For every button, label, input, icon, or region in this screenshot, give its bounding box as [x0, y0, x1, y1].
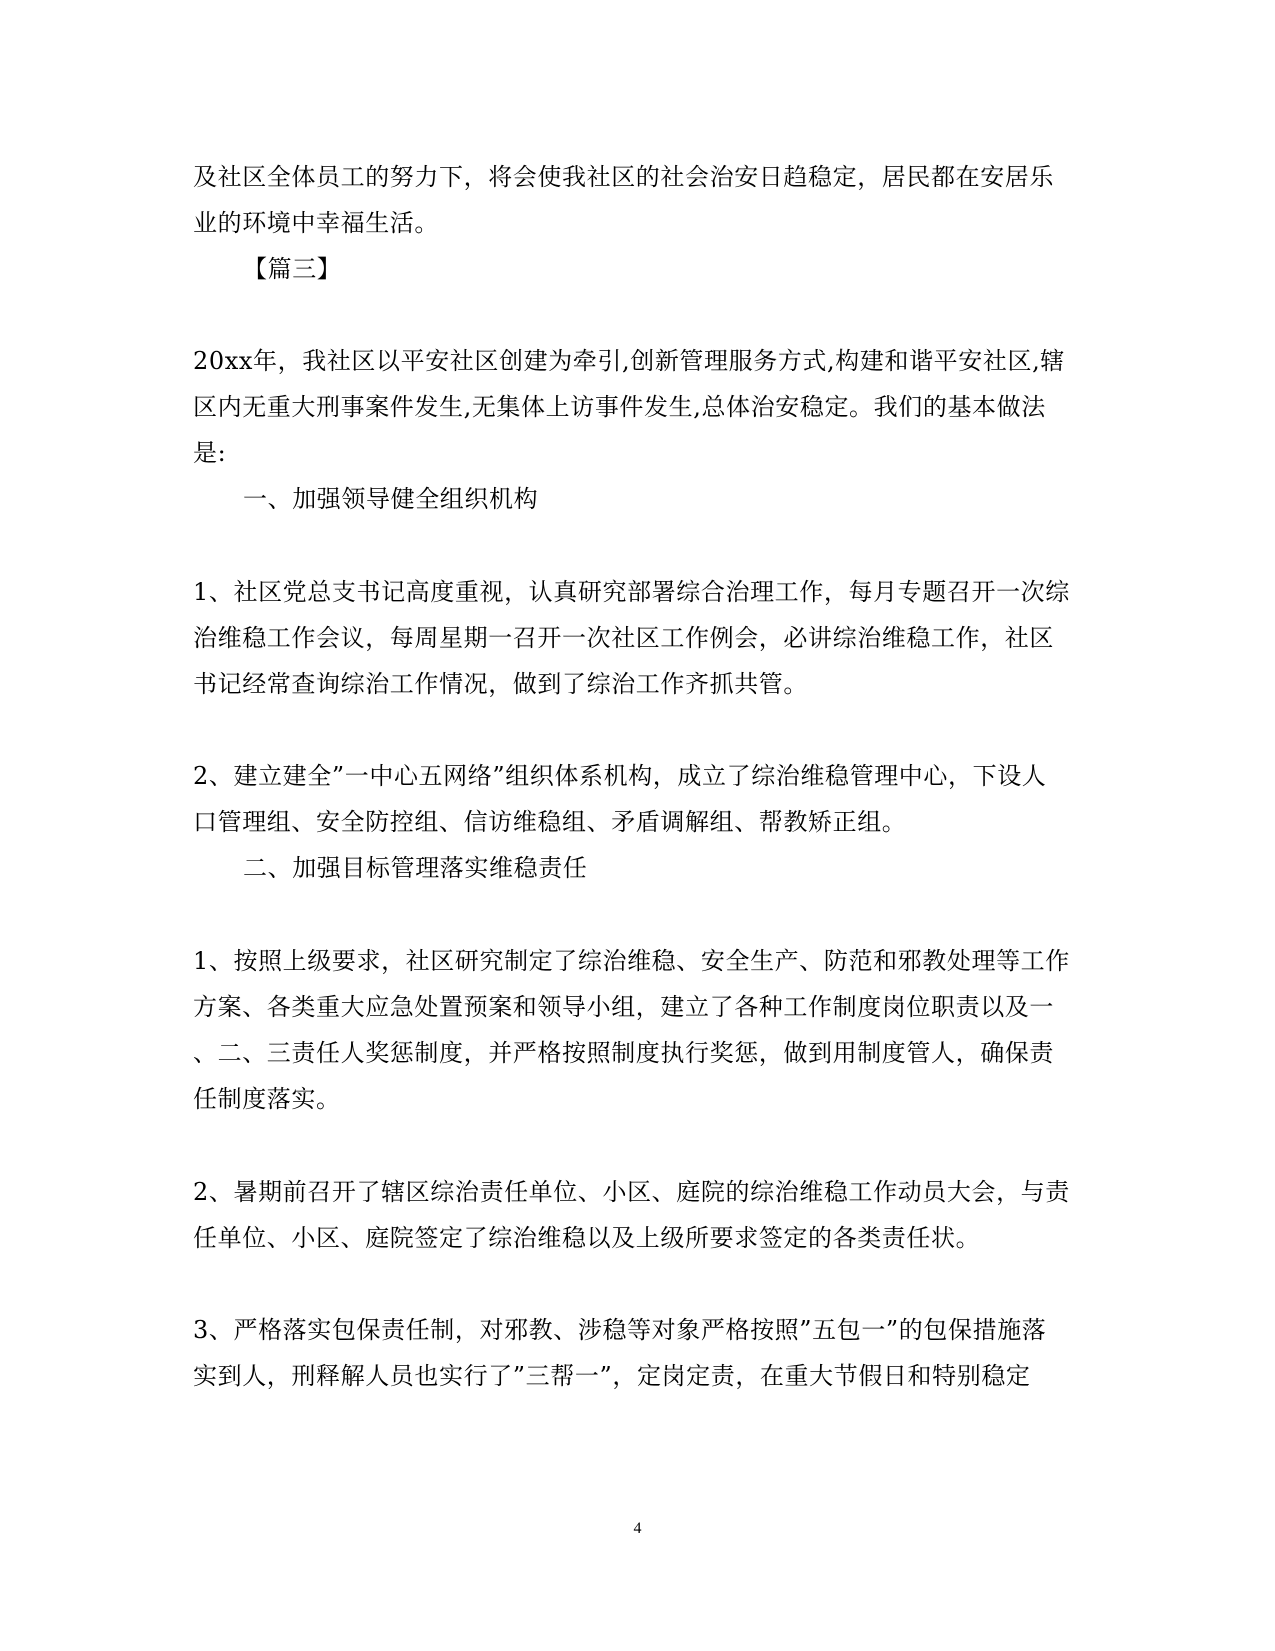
text-line: 治维稳工作会议，每周星期一召开一次社区工作例会，必讲综治维稳工作，社区 — [193, 624, 1054, 652]
subheading: 一、加强领导健全组织机构 — [243, 485, 539, 513]
text-line: 实到人，刑释解人员也实行了”三帮一”，定岗定责，在重大节假日和特别稳定 — [193, 1362, 1031, 1390]
text-line: 任制度落实。 — [193, 1085, 341, 1113]
text-line: 口管理组、安全防控组、信访维稳组、矛盾调解组、帮教矫正组。 — [193, 808, 907, 836]
text-line: 是: — [193, 439, 227, 467]
section-heading: 【篇三】 — [243, 255, 342, 283]
text-line: 方案、各类重大应急处置预案和领导小组，建立了各种工作制度岗位职责以及一 — [193, 993, 1054, 1021]
text-line: 20xx年，我社区以平安社区创建为牵引,创新管理服务方式,构建和谐平安社区,辖 — [193, 347, 1065, 375]
text-line: 1、按照上级要求，社区研究制定了综治维稳、安全生产、防范和邪教处理等工作 — [193, 947, 1070, 975]
subheading: 二、加强目标管理落实维稳责任 — [243, 854, 588, 882]
text-line: 任单位、小区、庭院签定了综治维稳以及上级所要求签定的各类责任状。 — [193, 1224, 981, 1252]
text-line: 书记经常查询综治工作情况，做到了综治工作齐抓共管。 — [193, 670, 808, 698]
text-line: 2、建立建全”一中心五网络”组织体系机构，成立了综治维稳管理中心，下设人 — [193, 762, 1047, 790]
text-line: 3、严格落实包保责任制，对邪教、涉稳等对象严格按照”五包一”的包保措施落 — [193, 1316, 1047, 1344]
page-number: 4 — [633, 1520, 642, 1537]
text-line: 、二、三责任人奖惩制度，并严格按照制度执行奖惩，做到用制度管人，确保责 — [193, 1039, 1054, 1067]
text-line: 及社区全体员工的努力下，将会使我社区的社会治安日趋稳定，居民都在安居乐 — [193, 163, 1054, 191]
text-line: 业的环境中幸福生活。 — [193, 209, 439, 237]
text-line: 2、暑期前召开了辖区综治责任单位、小区、庭院的综治维稳工作动员大会，与责 — [193, 1178, 1070, 1206]
text-line: 区内无重大刑事案件发生,无集体上访事件发生,总体治安稳定。我们的基本做法 — [193, 393, 1046, 421]
text-line: 1、社区党总支书记高度重视，认真研究部署综合治理工作，每月专题召开一次综 — [193, 578, 1070, 606]
